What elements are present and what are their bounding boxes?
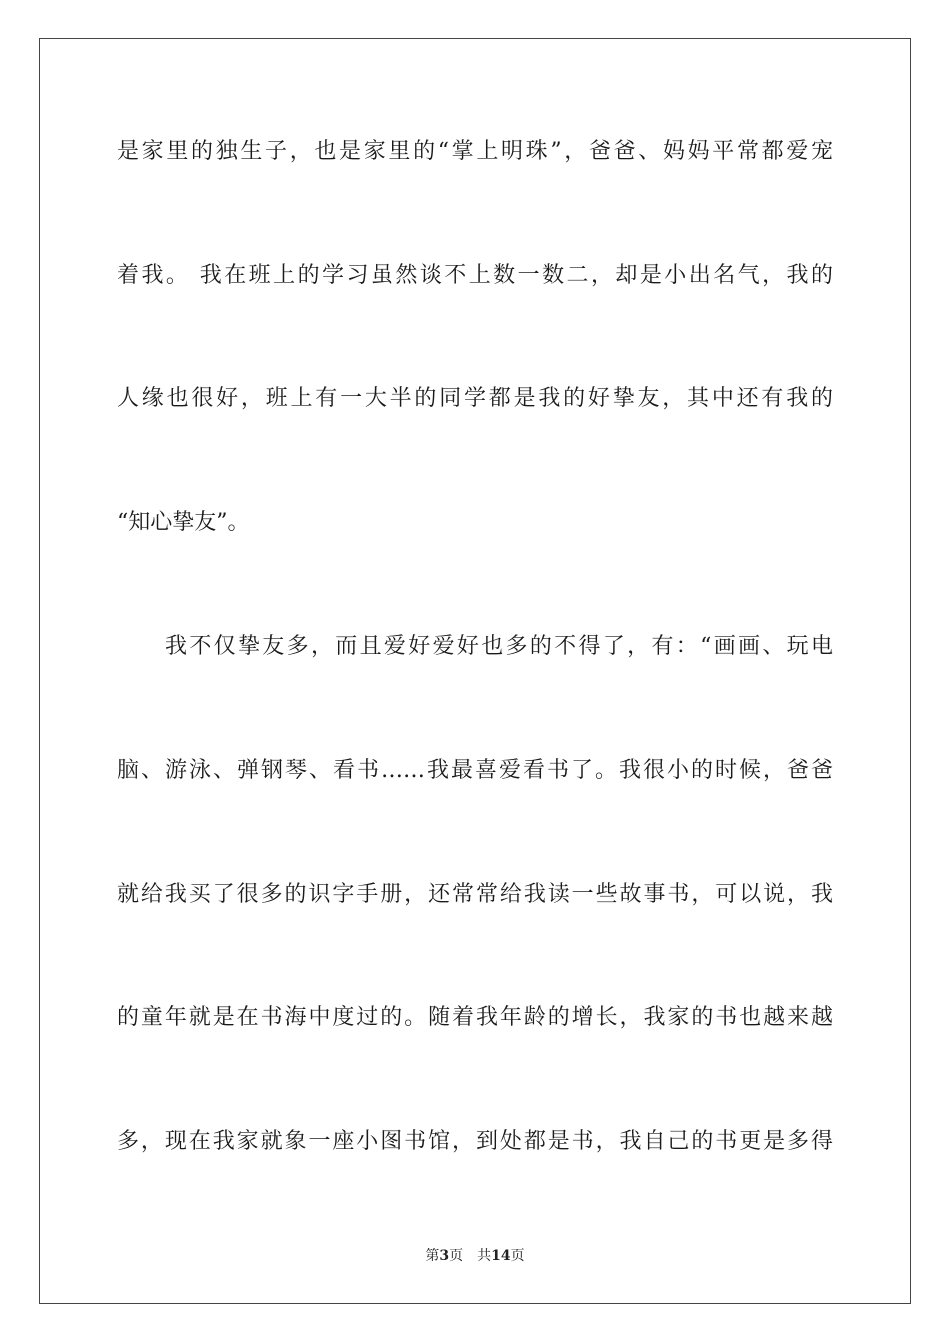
text-line: 就给我买了很多的识字手册，还常常给我读一些故事书，可以说，我 [117,882,833,907]
page-footer [0,1247,950,1265]
page-border [39,38,911,1304]
text-line: 脑、游泳、弹钢琴、看书……我最喜爱看书了。我很小的时候，爸爸 [117,758,833,783]
text-line: 人缘也很好，班上有一大半的同学都是我的好挚友，其中还有我的 [117,386,833,411]
text-line: 多，现在我家就象一座小图书馆，到处都是书，我自己的书更是多得 [117,1129,833,1154]
text-line: 的童年就是在书海中度过的。随着我年龄的增长，我家的书也越来越 [117,1005,833,1030]
text-line: “知心挚友”。 [117,510,250,535]
page-number: 3 [439,1248,450,1264]
text-line: 着我。 我在班上的学习虽然谈不上数一数二，却是小出名气，我的 [117,263,833,288]
text-line: 是家里的独生子，也是家里的“掌上明珠”，爸爸、妈妈平常都爱宠 [117,139,833,164]
page-prefix: 第 [425,1248,440,1264]
total-pages: 14 [491,1248,511,1264]
paragraph-first-line: 我不仅挚友多，而且爱好爱好也多的不得了，有：“画画、玩电 [165,634,833,659]
total-suffix: 页 [510,1248,525,1264]
total-prefix: 共 [477,1248,492,1264]
page-suffix: 页 [449,1248,464,1264]
